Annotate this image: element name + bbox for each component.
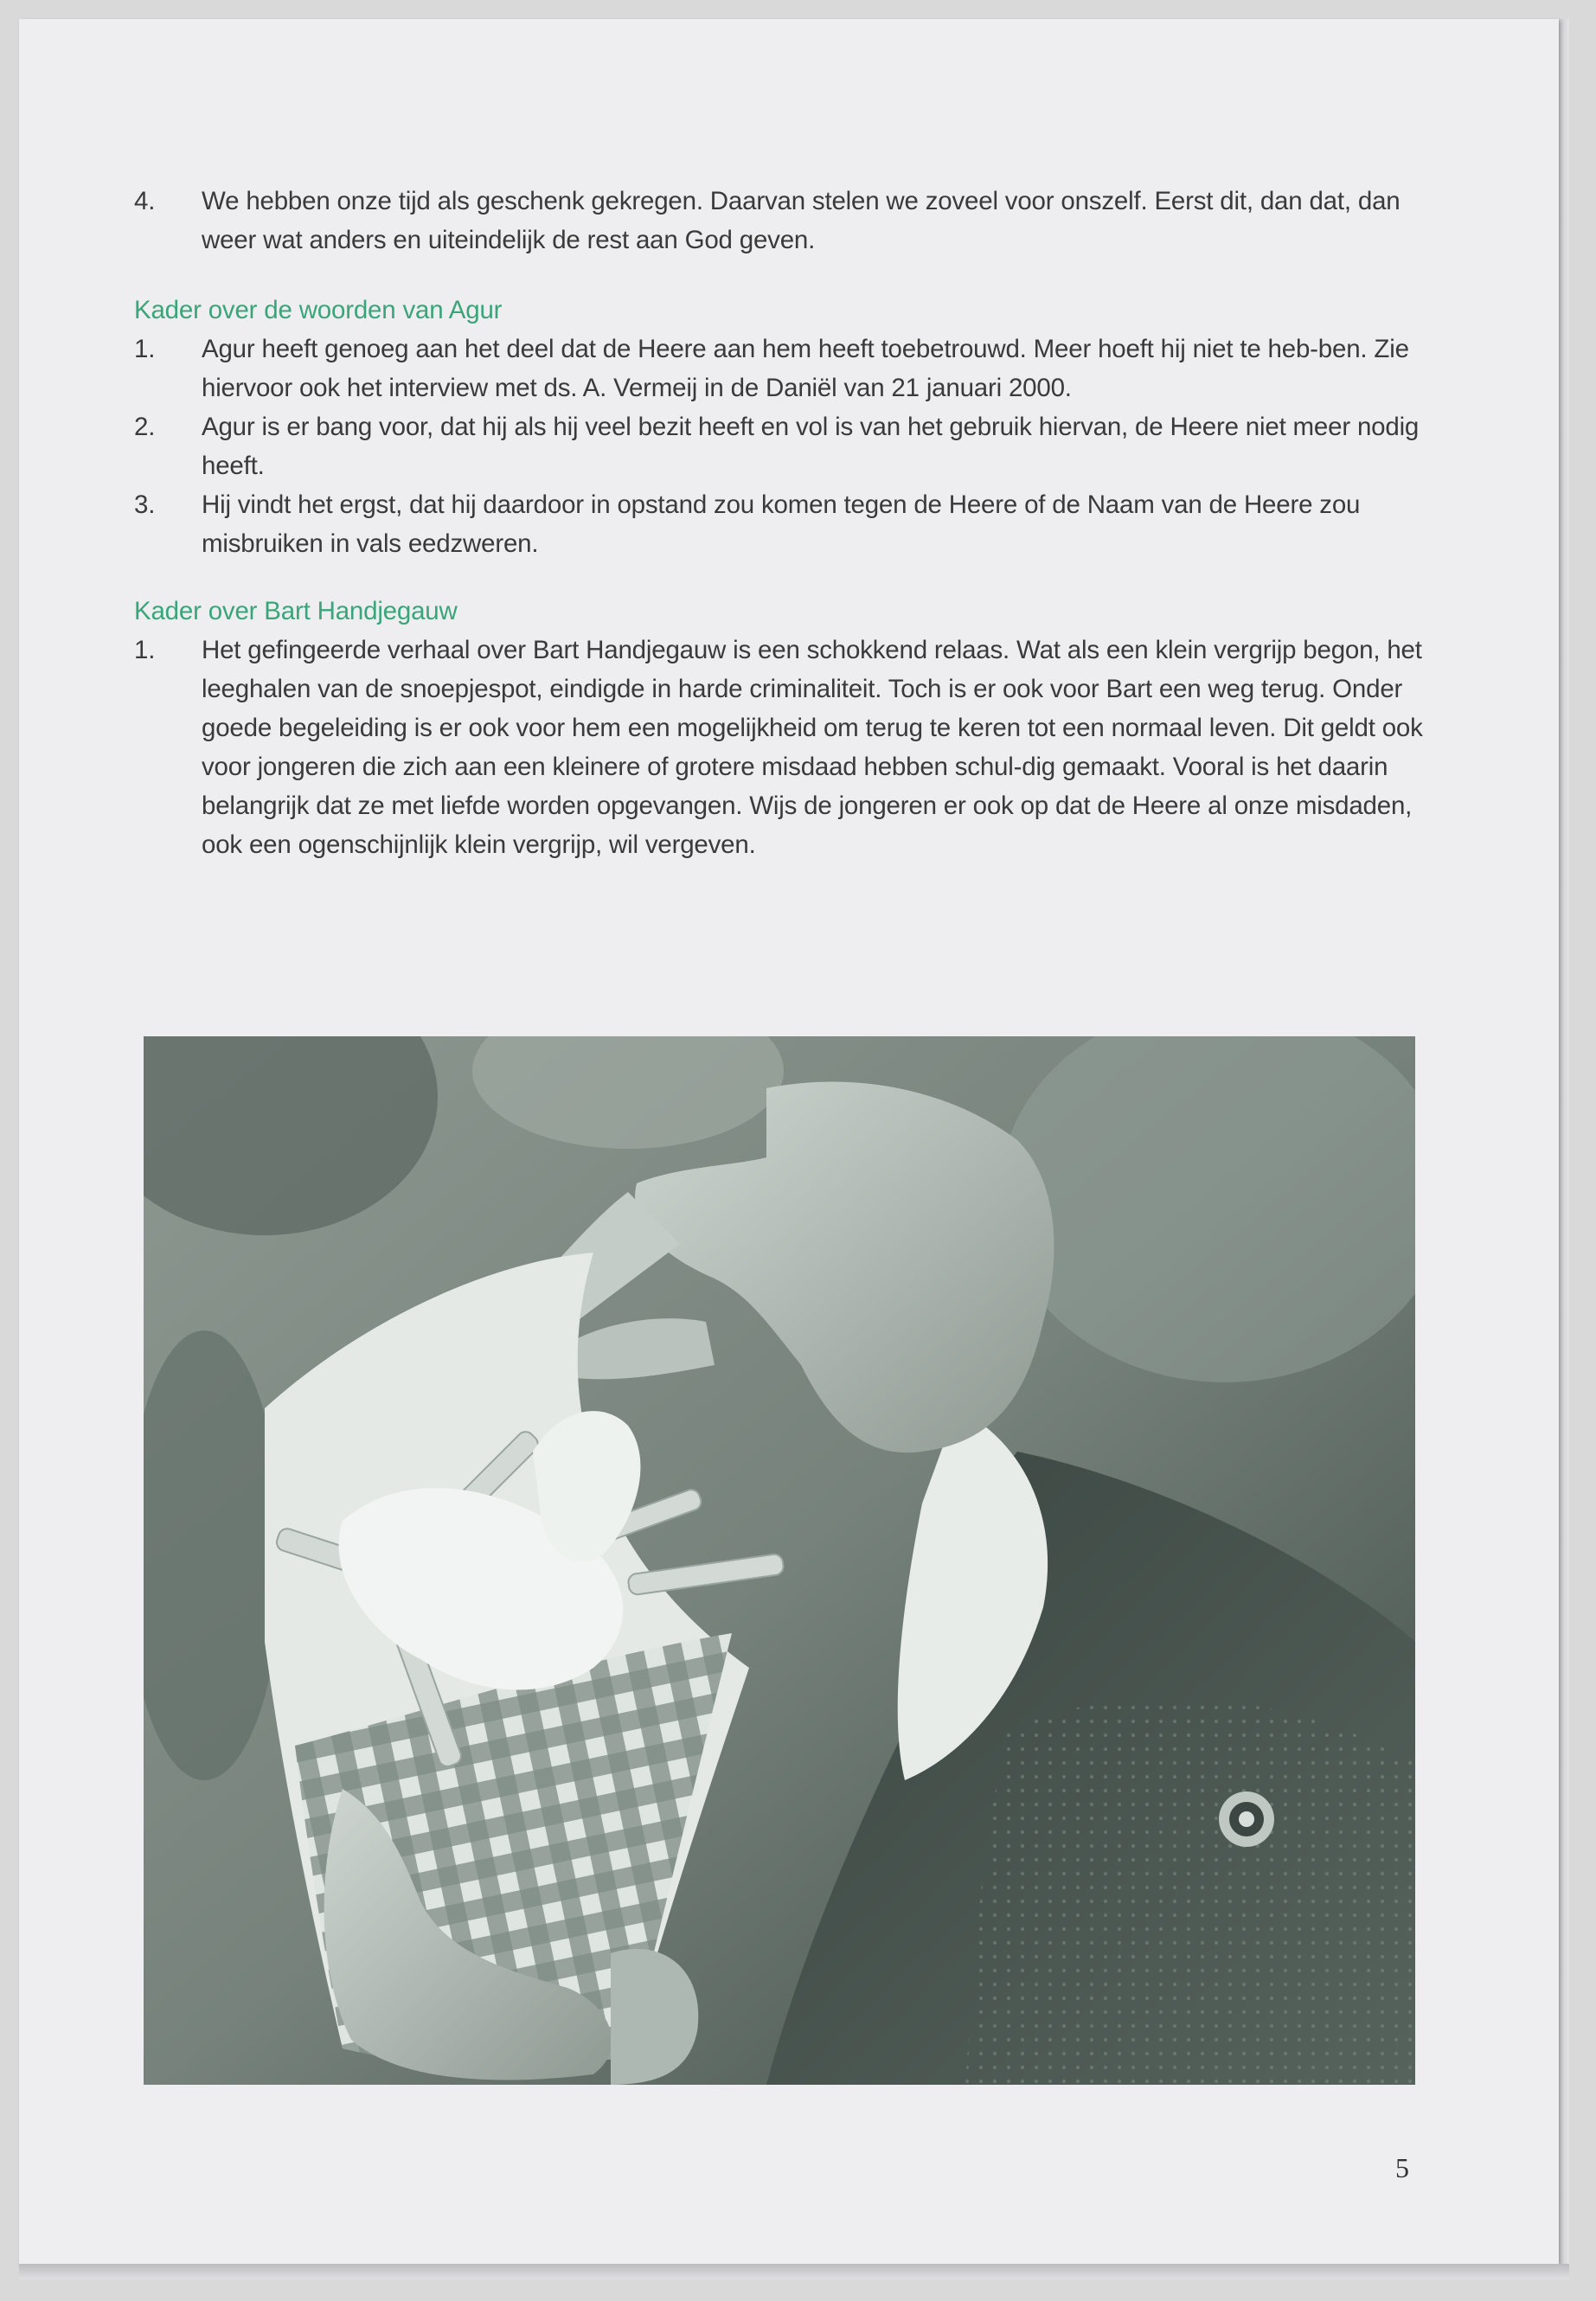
section-heading-agur: Kader over de woorden van Agur — [134, 296, 503, 324]
item-number: 3. — [134, 490, 156, 519]
list-item — [134, 485, 1423, 563]
page-number: 5 — [1395, 2152, 1409, 2183]
item-text: Hij vindt het ergst, dat hij daardoor in opstand zou komen tegen de Heere of de Naam van de Heere zou misbruiken in vals eedzweren. — [202, 490, 1361, 558]
item-text: Agur heeft genoeg aan het deel dat de Heere aan hem heeft toebetrouwd. Meer hoeft hij niet te heb-ben. Zie hiervoor ook het interview met ds. A. Vermeij in de Daniël van 21 januari 2000. — [202, 335, 1409, 402]
section-heading-bart: Kader over Bart Handjegauw — [134, 597, 458, 625]
list-item — [134, 182, 1423, 260]
list-item — [134, 631, 1423, 864]
item-text: Het gefingeerde verhaal over Bart Handjegauw is een schokkend relaas. Wat als een klein vergrijp begon, het leeghalen van de snoepjespot, eindigde in harde criminaliteit. Toch is er ook voor Bart een weg terug. Onder goede begeleiding is er ook voor hem een mogelijkheid om terug te keren tot een normaal leven. Dit geldt ook voor jongeren die zich aan een kleinere of grotere misdaad hebben schul-dig gemaakt. Vooral is het daarin belangrijk dat ze met liefde worden opgevangen. Wijs de jongeren er ook op dat de Heere al onze misdaden, ook een ogenschijnlijk klein vergrijp, wil vergeven. — [202, 636, 1423, 859]
text-content — [134, 182, 1423, 864]
list-item — [134, 407, 1423, 485]
item-text: We hebben onze tijd als geschenk gekregen. Daarvan stelen we zoveel voor onszelf. Eerst dit, dan dat, dan weer wat anders en uiteindelijk de rest aan God geven. — [202, 187, 1401, 254]
list-item — [134, 330, 1423, 407]
item-number: 2. — [134, 413, 156, 441]
item-text: Agur is er bang voor, dat hij als hij veel bezit heeft en vol is van het gebruik hiervan, de Heere niet meer nodig heeft. — [202, 413, 1420, 480]
item-number: 1. — [134, 636, 156, 664]
photo-fries-in-hand — [144, 1036, 1415, 2085]
item-number: 4. — [134, 187, 156, 215]
page-edge — [1559, 19, 1569, 2277]
binding-edge — [19, 2264, 1569, 2279]
item-number: 1. — [134, 335, 156, 363]
